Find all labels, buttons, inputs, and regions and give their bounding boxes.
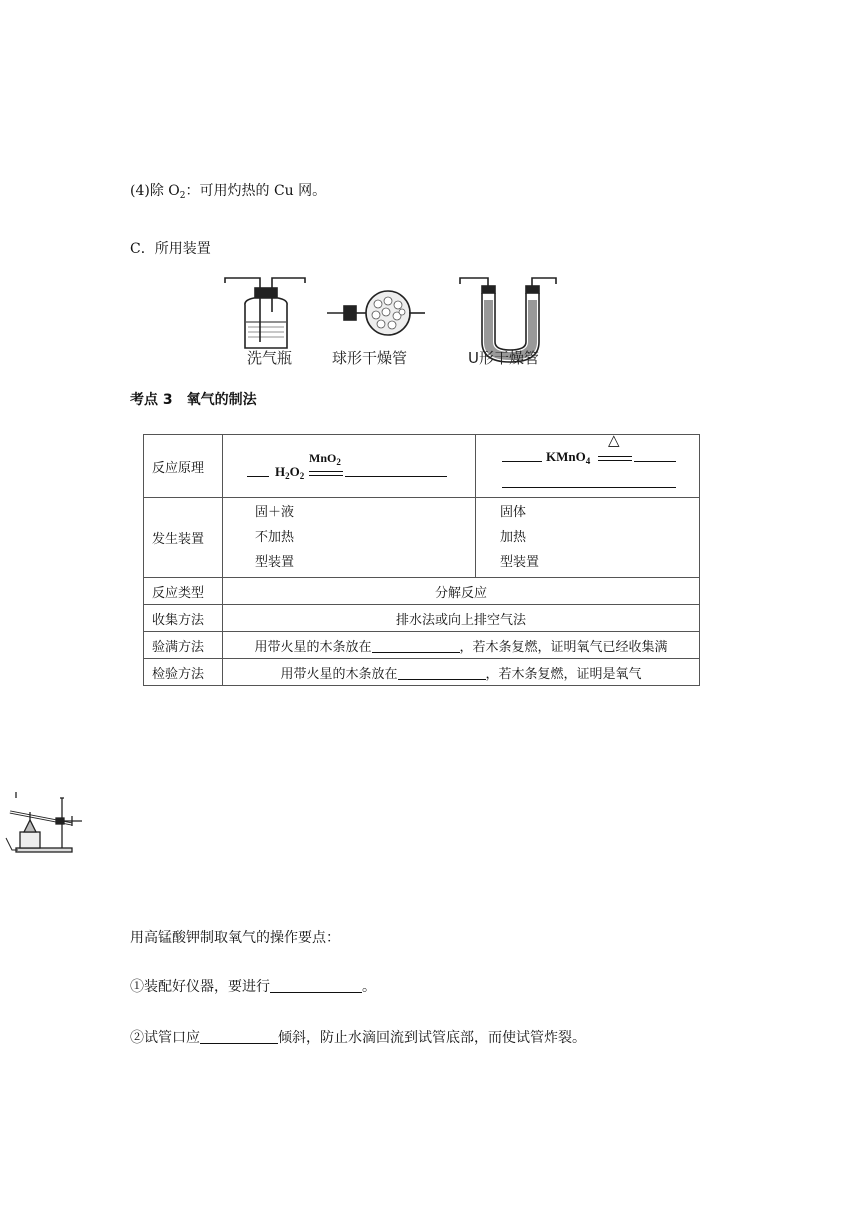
spherical-drying-tube-icon [327,291,425,335]
h2o2-formula: $H_2O_2$ [275,464,305,481]
label-spherical-drying-tube: 球形干燥管 [332,349,408,367]
remove-o2-suffix: ：可用灼热的 Cu 网。 [185,183,327,199]
device-left-line1: 固＋液 [255,505,295,520]
h2o2-blank-before [247,475,269,477]
gas-washing-bottle-icon [225,278,305,348]
kmno4-equation-cell [476,435,700,498]
kmno4-ops-heading: 用高锰酸钾制取氧气的操作要点： [130,930,340,946]
heating-condition: △ [608,433,620,449]
full-check-cell [223,632,700,659]
test-cell [223,659,700,686]
device-left-line3: 型装置 [255,555,295,570]
collection-value: 排水法或向上排空气法 [223,605,700,632]
remove-o2-prefix: (4)除 O [130,183,180,199]
row-label-reaction-type: 反应类型 [144,578,223,605]
table-row [144,659,700,686]
test-after: ，若木条复燃，证明是氧气 [485,666,642,682]
step2-before: ②试管口应 [130,1030,200,1046]
kmno4-formula: KMnO$_4$ [546,449,591,466]
device-right-line1: 固体 [500,505,527,520]
row-label-full-check: 验满方法 [144,632,223,659]
table-row [144,578,700,605]
device-right-cell [476,498,700,578]
step1-blank [270,991,362,993]
h2o2-equals-sign [309,471,343,476]
topic3-heading: 考点 3 氧气的制法 [130,392,257,408]
device-left-cell [223,498,476,578]
device-right-line3: 型装置 [500,555,540,570]
device-left-line2: 不加热 [255,530,295,545]
label-gas-washing-bottle: 洗气瓶 [247,349,293,367]
row-label-collection: 收集方法 [144,605,223,632]
label-u-drying-tube: U形干燥管 [468,349,539,367]
kmno4-blank-before [502,460,542,462]
kmno4-equals-sign [598,456,632,461]
h2o2-catalyst: MnO$_2$ [309,451,341,467]
row-label-principle: 反应原理 [144,435,223,498]
h2o2-equation-cell [223,435,476,498]
table-row [144,498,700,578]
oxygen-preparation-table [143,434,700,686]
kmno4-step2 [130,1027,586,1047]
table-row [144,632,700,659]
full-check-blank [372,651,460,653]
test-blank [398,678,486,680]
device-right-line2: 加热 [500,530,527,545]
kmno4-heating-setup-icon [2,790,86,854]
kmno4-step1 [130,976,376,996]
remove-o2-subscript: 2 [179,191,186,201]
row-label-device: 发生装置 [144,498,223,578]
step1-before: ①装配好仪器，要进行 [130,979,270,995]
remove-o2-line [130,180,326,201]
step2-blank [200,1042,278,1044]
test-before: 用带火星的木条放在 [280,666,398,682]
row-label-test: 检验方法 [144,659,223,686]
reaction-type-value: 分解反应 [223,578,700,605]
step1-after: 。 [362,979,376,995]
table-row [144,605,700,632]
kmno4-blank-after [634,460,676,462]
apparatus-heading: C．所用装置 [130,241,211,257]
full-check-after: ，若木条复燃，证明氧气已经收集满 [459,639,668,655]
full-check-before: 用带火星的木条放在 [254,639,372,655]
step2-after: 倾斜，防止水滴回流到试管底部，而使试管炸裂。 [278,1030,586,1046]
kmno4-blank-products [502,486,676,488]
h2o2-blank-after [345,475,447,477]
table-row [144,435,700,498]
apparatus-figure [220,270,570,370]
